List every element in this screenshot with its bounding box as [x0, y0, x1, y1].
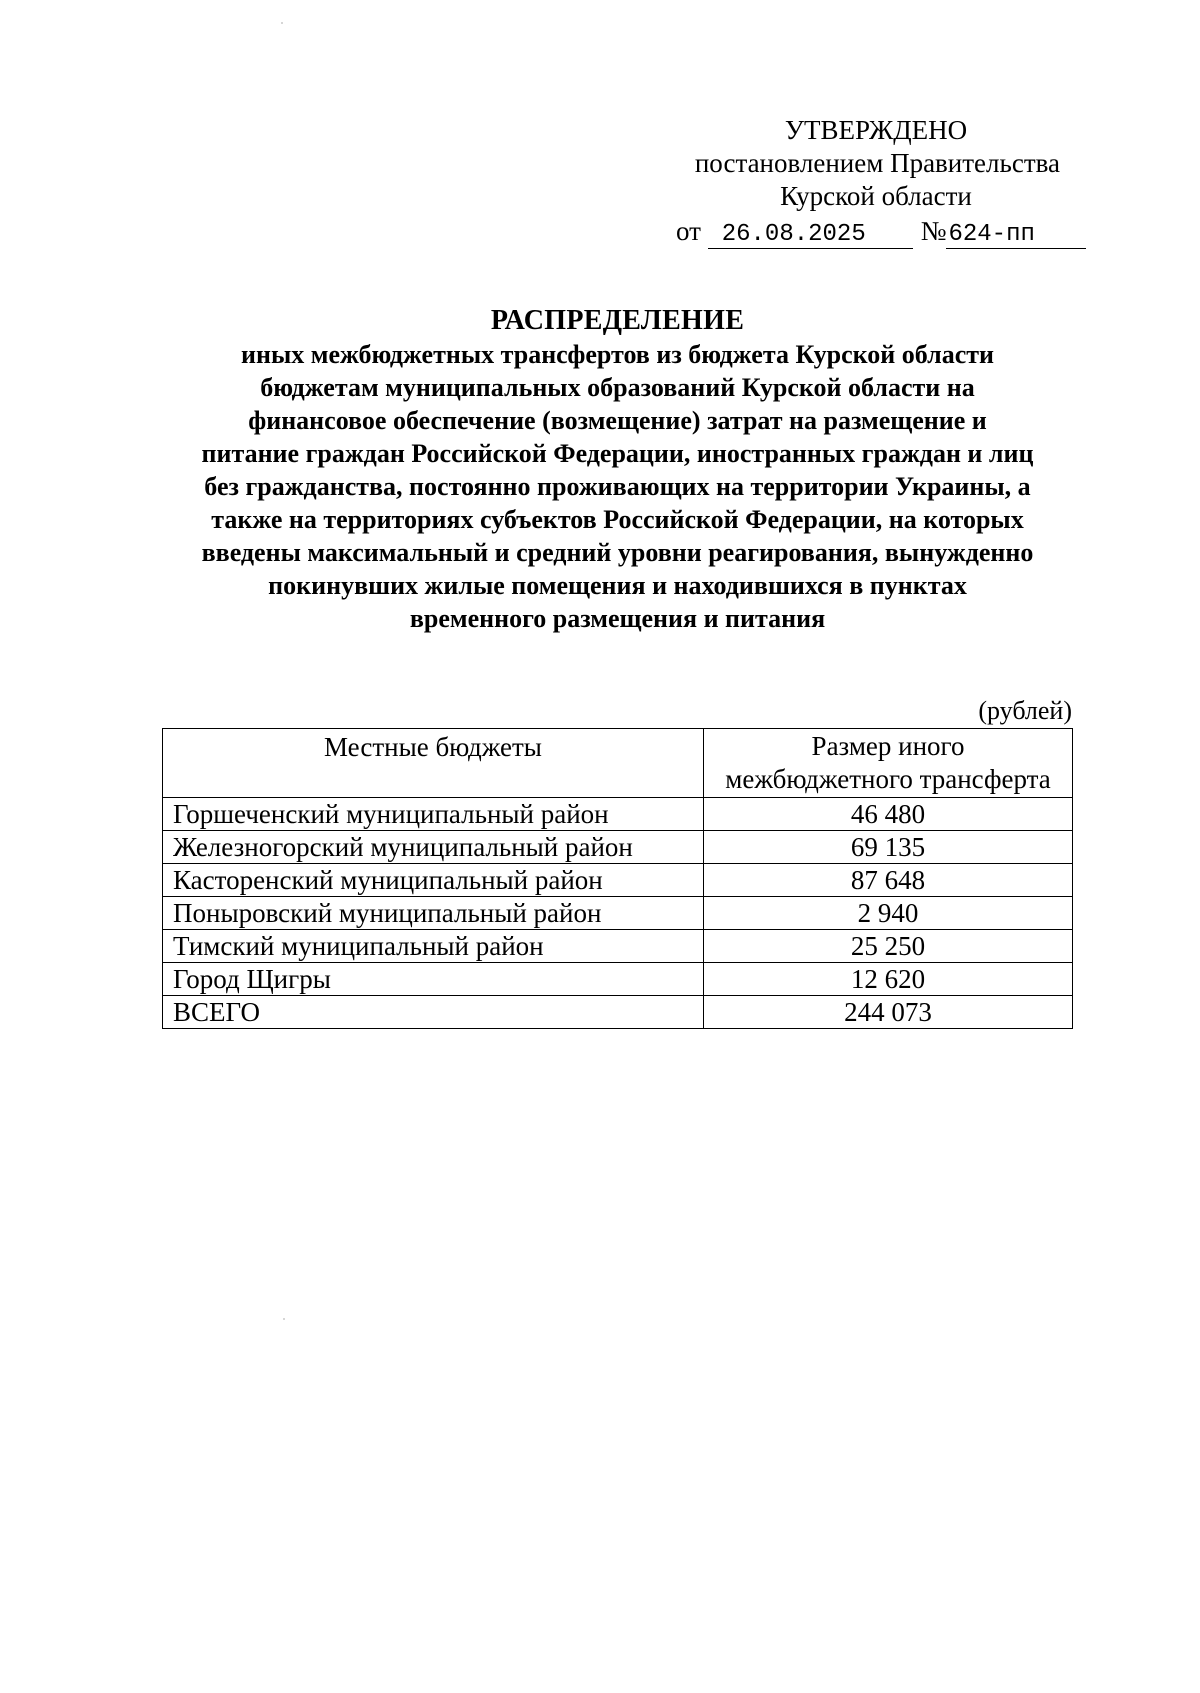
table-row: [163, 930, 1073, 963]
scan-mark: [281, 22, 283, 24]
table-row: [163, 864, 1073, 897]
subtitle-line: временного размещения и питания: [409, 604, 826, 633]
table-row-total: [163, 996, 1073, 1029]
row-value: 2 940: [704, 897, 1073, 930]
row-name: Горшеченский муниципальный район: [163, 798, 704, 831]
approval-stamp: [660, 114, 1070, 249]
table-row: [163, 798, 1073, 831]
row-value: 87 648: [704, 864, 1073, 897]
subtitle-line: также на территориях субъектов Российской Федерации, на которых: [211, 505, 1024, 534]
document-subtitle: [150, 338, 1085, 635]
row-value: 46 480: [704, 798, 1073, 831]
transfer-table: [162, 728, 1073, 1029]
document-title-block: [150, 304, 1085, 635]
subtitle-line: питание граждан Российской Федерации, иностранных граждан и лиц: [201, 439, 1034, 468]
document-heading: РАСПРЕДЕЛЕНИЕ: [490, 305, 745, 336]
table-row: [163, 831, 1073, 864]
table-header-row: [163, 729, 1073, 798]
approval-date-row: [676, 215, 1086, 249]
header-transfer-size: [704, 729, 1073, 798]
scan-mark: [283, 1318, 285, 1320]
approved-by-line: постановлением Правительства: [694, 148, 1060, 178]
row-name: Город Щигры: [163, 963, 704, 996]
total-value: 244 073: [704, 996, 1073, 1029]
table-row: [163, 963, 1073, 996]
row-name: Железногорский муниципальный район: [163, 831, 704, 864]
header-transfer-size-line2: межбюджетного трансферта: [725, 764, 1051, 794]
subtitle-line: бюджетам муниципальных образований Курской области на: [260, 373, 975, 402]
header-local-budgets: Местные бюджеты: [163, 729, 704, 798]
row-value: 12 620: [704, 963, 1073, 996]
row-name: Касторенский муниципальный район: [163, 864, 704, 897]
table-row: [163, 897, 1073, 930]
row-value: 25 250: [704, 930, 1073, 963]
subtitle-line: введены максимальный и средний уровни реагирования, вынужденно: [201, 538, 1034, 567]
units-label: (рублей): [978, 696, 1072, 725]
number-sign: №: [920, 216, 947, 246]
subtitle-line: без гражданства, постоянно проживающих на территории Украины, а: [204, 472, 1031, 501]
header-transfer-size-line1: Размер иного: [811, 731, 965, 761]
row-name: Поныровский муниципальный район: [163, 897, 704, 930]
approval-number: 624-пп: [946, 222, 1086, 249]
approved-label: УТВЕРЖДЕНО: [784, 115, 968, 145]
date-prefix: от: [676, 216, 701, 246]
row-value: 69 135: [704, 831, 1073, 864]
total-label: ВСЕГО: [163, 996, 704, 1029]
subtitle-line: иных межбюджетных трансфертов из бюджета Курской области: [240, 340, 994, 369]
row-name: Тимский муниципальный район: [163, 930, 704, 963]
approved-region: Курской области: [780, 181, 972, 211]
subtitle-line: финансовое обеспечение (возмещение) затрат на размещение и: [248, 406, 987, 435]
approval-date: 26.08.2025: [708, 222, 913, 249]
subtitle-line: покинувших жилые помещения и находившихся в пунктах: [268, 571, 967, 600]
